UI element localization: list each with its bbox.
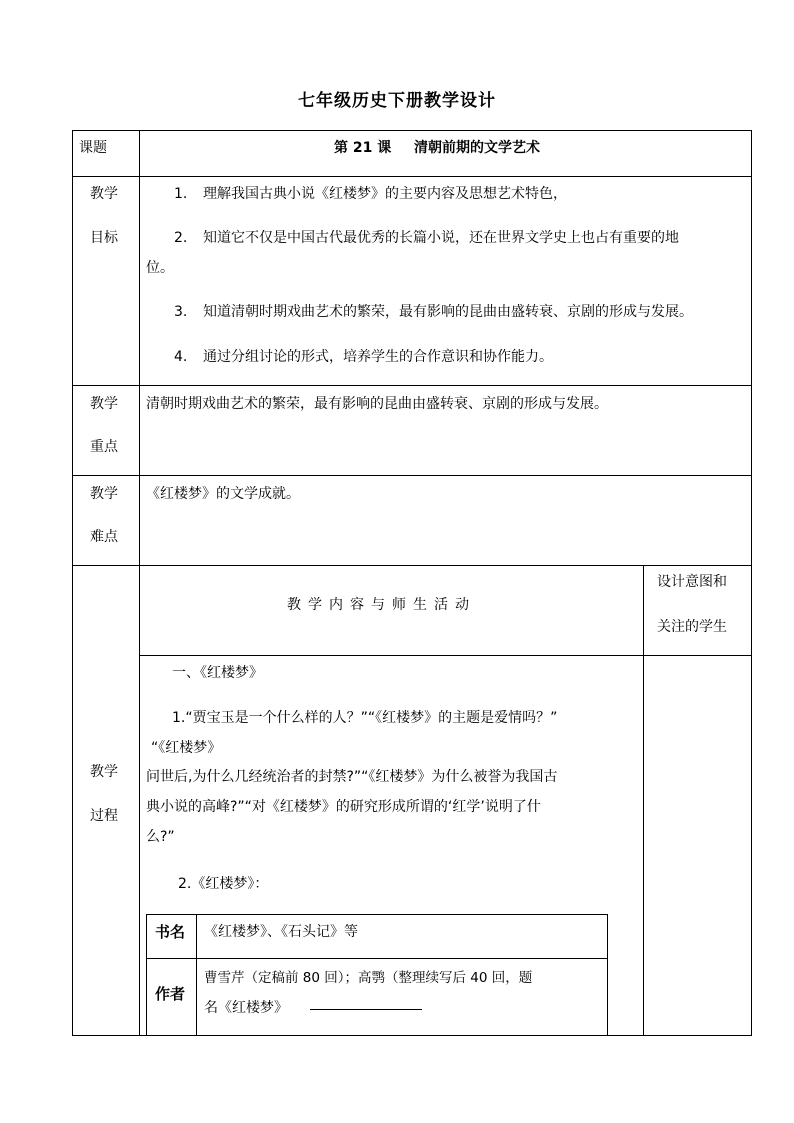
question-line-5: 么?”	[146, 829, 175, 845]
label-column-divider	[139, 130, 140, 1036]
key-points-text: 清朝时期戏曲艺术的繁荣，最有影响的昆曲由盛转衰、京剧的形成与发展。	[146, 396, 608, 412]
goal-2-text: 知道它不仅是中国古代最优秀的长篇小说，还在世界文学史上也占有重要的地	[203, 230, 679, 246]
process-label-line1: 教学	[90, 764, 118, 780]
process-label-line2: 过程	[90, 808, 118, 824]
row-divider	[72, 176, 752, 177]
question-line-3: 问世后,为什么几经统治者的封禁?”“《红楼梦》为什么被誉为我国古	[146, 769, 558, 785]
goal-3-number: 3.	[174, 304, 188, 320]
fill-in-blank-line	[310, 1009, 422, 1010]
book-name-label: 书名	[155, 923, 186, 941]
topic-label: 课题	[79, 140, 107, 156]
question-line-1: 1.“贾宝玉是一个什么样的人？”“《红楼梦》的主题是爱情吗？”	[172, 710, 558, 726]
process-header-divider	[139, 655, 752, 656]
design-column-header-line2: 关注的学生	[657, 619, 727, 635]
question-line-4: 典小说的高峰?”“对《红楼梦》的研究形成所谓的‘红学’说明了什	[146, 799, 541, 815]
goal-4-number: 4.	[174, 349, 188, 365]
key-points-label-line2: 重点	[90, 439, 118, 455]
difficulties-text: 《红楼梦》的文学成就。	[146, 486, 300, 502]
goal-1-text: 理解我国古典小说《红楼梦》的主要内容及思想艺术特色，	[203, 186, 567, 202]
page-title: 七年级历史下册教学设计	[298, 91, 496, 111]
goals-label-line2: 目标	[90, 230, 118, 246]
row-divider	[72, 385, 752, 386]
goal-3-text: 知道清朝时期戏曲艺术的繁荣，最有影响的昆曲由盛转衰、京剧的形成与发展。	[203, 304, 693, 320]
inner-table-top	[146, 914, 608, 915]
lesson-number: 第 21 课	[334, 140, 392, 156]
question-line-2: “《红楼梦》	[151, 740, 222, 756]
content-column-header: 教学内容与师生活动	[287, 597, 476, 613]
design-column-header-line1: 设计意图和	[657, 574, 727, 590]
author-line-2: 名《红楼梦》	[204, 1000, 288, 1016]
section-title: 一、《红楼梦》	[172, 665, 263, 681]
lesson-title: 清朝前期的文学艺术	[414, 140, 540, 156]
goal-4-text: 通过分组讨论的形式，培养学生的合作意识和协作能力。	[203, 349, 553, 365]
row-divider	[72, 475, 752, 476]
author-line-1: 曹雪芹（定稿前 80 回）；高鹗（整理续写后 40 回，题	[204, 970, 533, 986]
difficulties-label-line2: 难点	[90, 529, 118, 545]
goal-1-number: 1.	[174, 186, 188, 202]
difficulties-label-line1: 教学	[90, 486, 118, 502]
row-divider	[72, 565, 752, 566]
inner-table-left	[146, 914, 147, 1035]
table-border-bottom	[72, 1035, 752, 1036]
inner-table-column-divider	[196, 914, 197, 1035]
table-border-left	[72, 130, 73, 1036]
subsection-title: 2.《红楼梦》：	[178, 876, 269, 892]
goal-2-text-continued: 位。	[146, 260, 174, 276]
table-border-right	[751, 130, 752, 1036]
goal-2-number: 2.	[174, 230, 188, 246]
key-points-label-line1: 教学	[90, 396, 118, 412]
author-label: 作者	[155, 985, 186, 1003]
design-column-divider	[643, 565, 644, 1036]
goals-label-line1: 教学	[90, 186, 118, 202]
book-name-value: 《红楼梦》、《石头记》等	[204, 924, 358, 940]
inner-table-right	[607, 914, 608, 1035]
table-border-top	[72, 130, 752, 131]
inner-table-row-divider	[146, 958, 608, 959]
